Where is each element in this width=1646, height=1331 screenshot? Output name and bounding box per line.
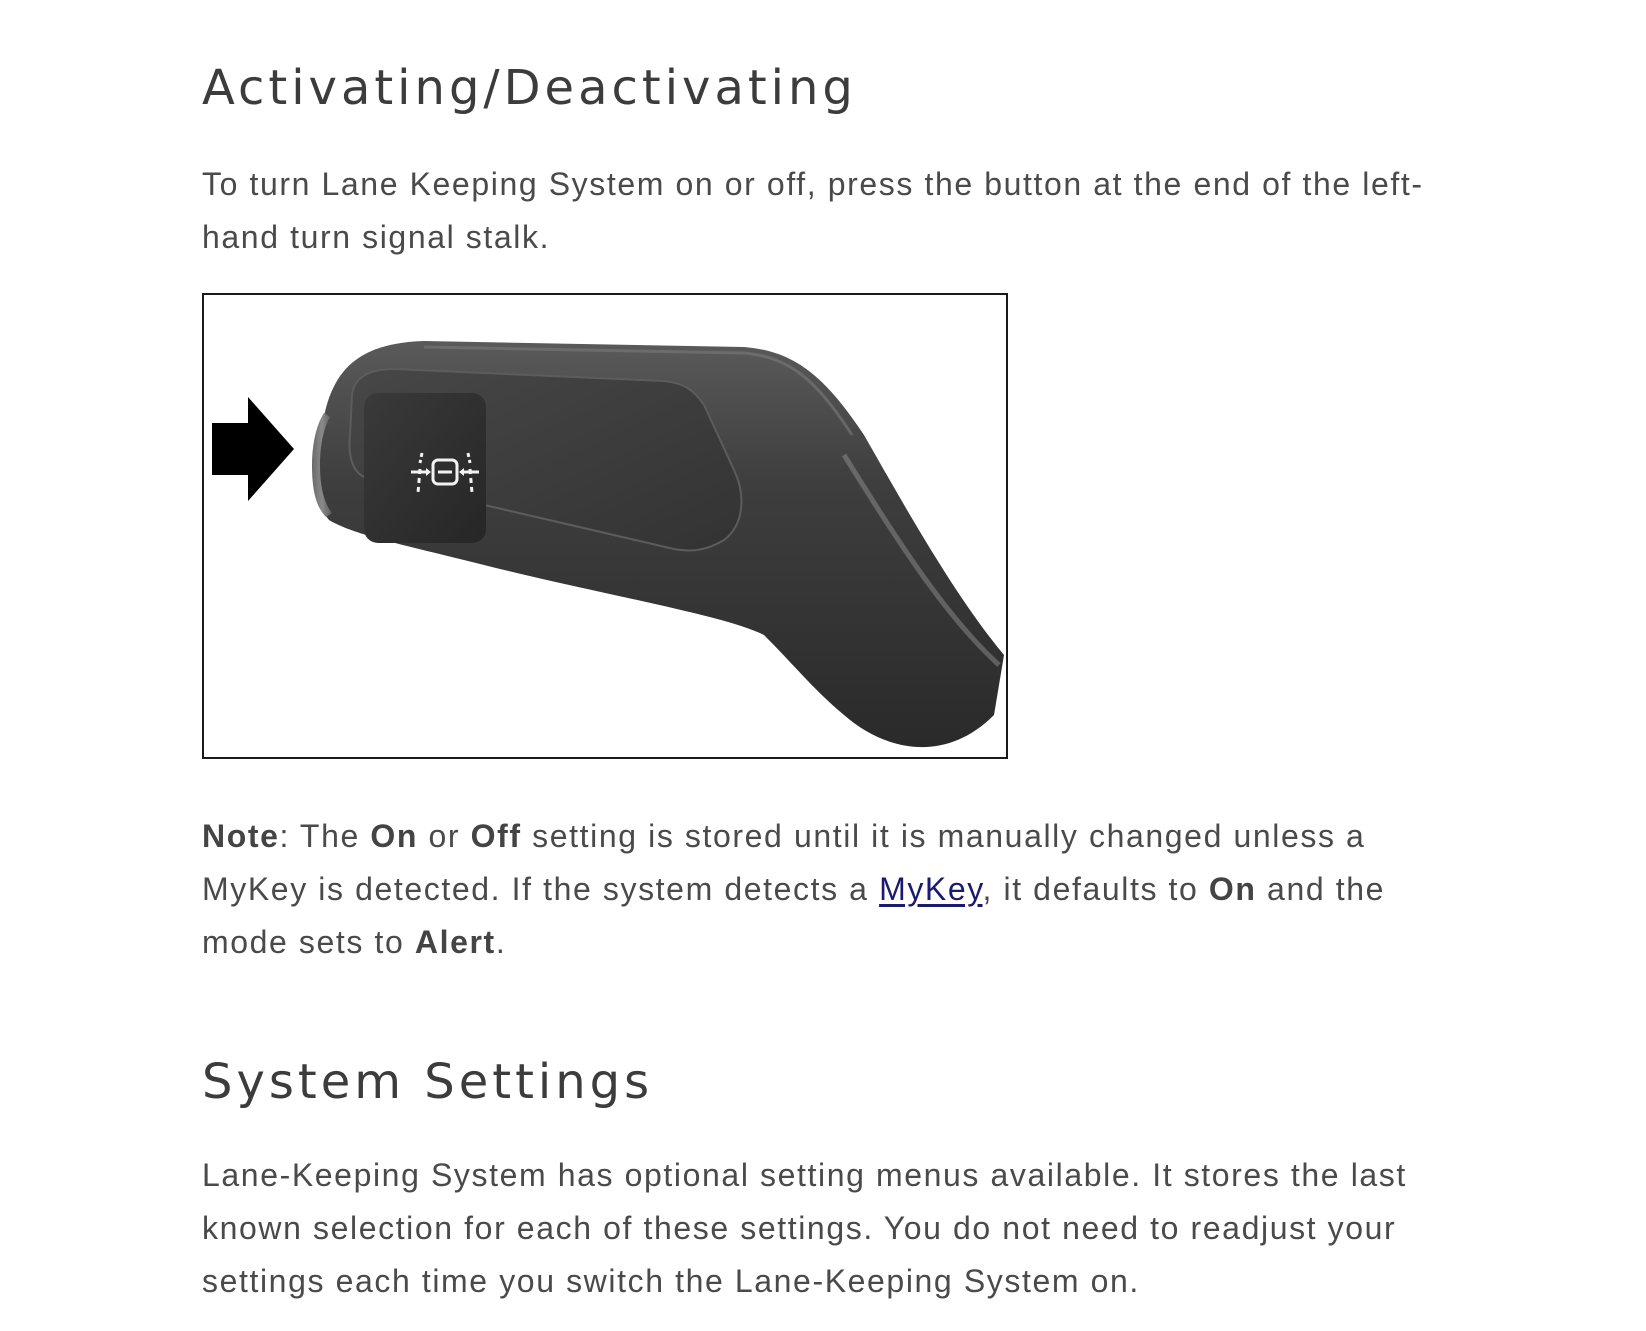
note-off-bold: Off	[470, 818, 522, 854]
settings-line-2: known selection for each of these settings. You do not need to readjust your	[202, 1210, 1397, 1246]
note-alert-bold: Alert	[414, 924, 496, 960]
settings-line-3: settings each time you switch the Lane-Keeping System on.	[202, 1263, 1140, 1299]
note-text-7: mode sets to	[202, 924, 415, 960]
intro-paragraph	[202, 158, 1482, 264]
mykey-link[interactable]: MyKey	[879, 871, 983, 907]
turn-signal-stalk-illustration	[202, 293, 1008, 759]
note-text-4: MyKey is detected. If the system detects a	[202, 871, 880, 907]
note-text-6: and the	[1256, 871, 1386, 907]
settings-paragraph	[202, 1149, 1482, 1308]
note-on-bold-2: On	[1208, 871, 1257, 907]
heading-activating-deactivating: Activating/Deactivating	[202, 60, 857, 116]
heading-system-settings: System Settings	[202, 1054, 654, 1110]
note-text-2: or	[418, 818, 471, 854]
note-label: Note	[202, 818, 280, 854]
note-text-1: : The	[279, 818, 371, 854]
note-text-3: setting is stored until it is manually changed unless a	[521, 818, 1366, 854]
arrow-right-icon	[212, 397, 294, 501]
note-text-8: .	[495, 924, 507, 960]
intro-line-1: To turn Lane Keeping System on or off, press the button at the end of the left-	[202, 166, 1424, 202]
note-text-5: , it defaults to	[982, 871, 1209, 907]
note-on-bold: On	[370, 818, 418, 854]
settings-line-1: Lane-Keeping System has optional setting menus available. It stores the last	[202, 1157, 1407, 1193]
note-paragraph	[202, 810, 1482, 969]
intro-line-2: hand turn signal stalk.	[202, 219, 551, 255]
